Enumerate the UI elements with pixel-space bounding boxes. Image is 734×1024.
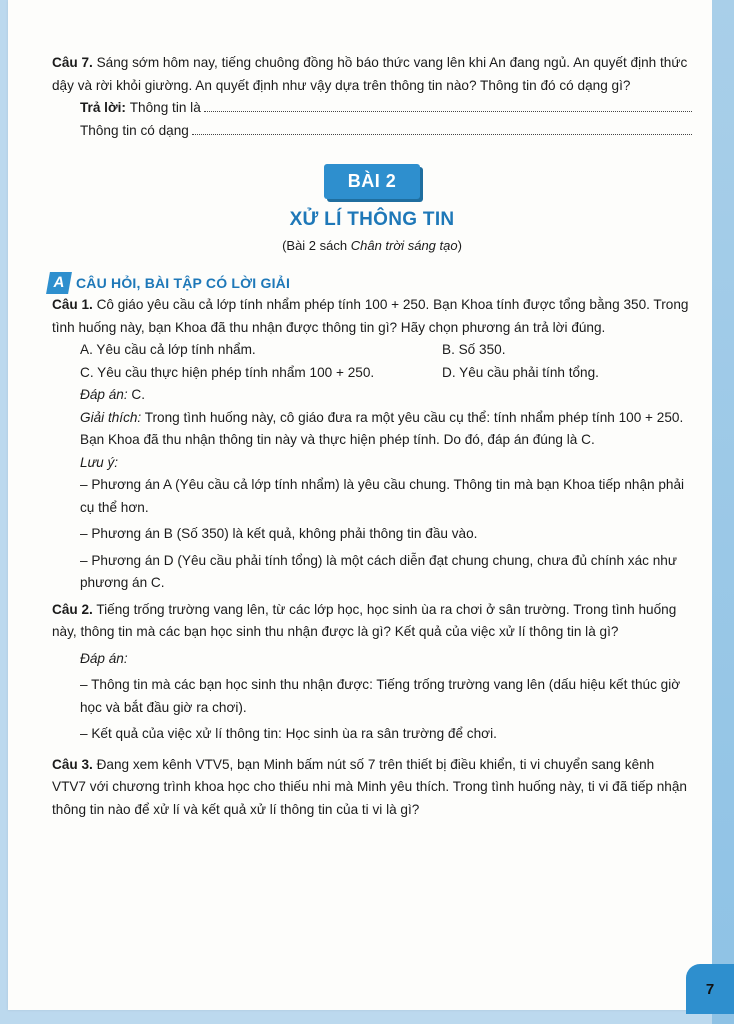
question-7 [52, 52, 692, 97]
question-7-number: Câu 7. [52, 55, 93, 70]
q1-explain-label: Giải thích: [80, 409, 142, 425]
page-content [52, 52, 692, 821]
q1-explanation [52, 407, 692, 452]
q1-note-label [52, 452, 692, 475]
q7-answer-dots-1[interactable] [204, 97, 692, 112]
question-2-number: Câu 2. [52, 601, 93, 617]
q1-explain-text: Trong tình huống này, cô giáo đưa ra một yêu cầu cụ thể: tính nhẩm phép tính 100 + 250. Bạn Khoa đã thu nhận thông tin này và thực hiện phép tính. Do đó, đáp án đúng là C. [80, 409, 684, 447]
page-number: 7 [686, 964, 734, 1014]
q1-note-2: – Phương án B (Số 350) là kết quả, không phải thông tin đầu vào. [80, 526, 478, 541]
q1-answer [52, 384, 692, 407]
lesson-title: XỬ LÍ THÔNG TIN [289, 208, 455, 230]
q2-point-2: – Kết quả của việc xử lí thông tin: Học sinh ùa ra sân trường để chơi. [80, 726, 497, 741]
lesson-header [52, 164, 692, 199]
q2-answer-label [52, 648, 692, 671]
q1-answer-value: C. [127, 387, 145, 402]
q1-note-label-text: Lưu ý: [80, 454, 119, 470]
question-3-number: Câu 3. [52, 756, 93, 772]
lesson-source-book: Chân trời sáng tạo [350, 238, 458, 253]
question-1-number: Câu 1. [52, 297, 93, 312]
q1-option-d: D. Yêu cầu phải tính tổng. [442, 364, 599, 380]
q1-note-1: – Phương án A (Yêu cầu cả lớp tính nhẩm) là yêu cầu chung. Thông tin mà bạn Khoa tiếp nhận phải cụ thể hơn. [80, 477, 685, 515]
q2-answer-label-text: Đáp án: [80, 650, 128, 666]
question-3 [52, 754, 692, 822]
q7-answer-label: Trả lời: [80, 100, 126, 115]
q1-note-3: – Phương án D (Yêu cầu phải tính tổng) là một cách diễn đạt chung chung, chưa đủ chính xác như phương án C. [80, 552, 677, 590]
lesson-badge: BÀI 2 [324, 164, 421, 199]
question-7-text: Sáng sớm hôm nay, tiếng chuông đồng hồ báo thức vang lên khi An đang ngủ. An quyết định thức dậy và rời khỏi giường. An quyết định như vậy dựa trên thông tin nào? Thông tin đó có dạng gì? [52, 55, 688, 93]
lesson-source-prefix: (Bài 2 sách [282, 238, 351, 253]
section-title: CÂU HỎI, BÀI TẬP CÓ LỜI GIẢI [76, 274, 291, 291]
section-letter: A [46, 272, 72, 294]
q7-answer-prefix-1: Thông tin là [129, 100, 201, 115]
question-1 [52, 294, 692, 339]
q1-answer-label: Đáp án: [80, 387, 128, 402]
q7-answer-line-2 [52, 120, 692, 143]
lesson-source [52, 235, 692, 258]
question-2 [52, 599, 692, 644]
q7-answer-line-1 [52, 97, 692, 120]
lesson-source-suffix: ) [457, 238, 462, 253]
q7-answer-dots-2[interactable] [192, 120, 692, 135]
q1-option-a: A. Yêu cầu cả lớp tính nhẩm. [80, 342, 256, 357]
page-edge-band [712, 0, 734, 1024]
q1-option-c: C. Yêu cầu thực hiện phép tính nhẩm 100 + 250. [80, 364, 375, 380]
q7-answer-prefix-2: Thông tin có dạng [80, 122, 189, 138]
q2-point-1: – Thông tin mà các bạn học sinh thu nhận được: Tiếng trống trường vang lên (dấu hiệu kết thúc giờ học và bắt đầu giờ ra chơi). [80, 677, 681, 715]
question-3-text: Đang xem kênh VTV5, bạn Minh bấm nút số 7 trên thiết bị điều khiển, ti vi chuyển sang kênh VTV7 với chương trình khoa học cho thiếu nhi mà Minh yêu thích. Trong tình huống này, ti vi đã tiếp nhận thông tin nào để xử lí và kết quả xử lí thông tin của ti vi là gì? [52, 756, 687, 817]
q1-options [52, 339, 692, 384]
question-1-text: Cô giáo yêu cầu cả lớp tính nhẩm phép tính 100 + 250. Bạn Khoa tính được tổng bằng 350. Trong tình huống này, bạn Khoa đã thu nhận được thông tin gì? Hãy chọn phương án trả lời đúng. [52, 297, 689, 335]
q1-option-b: B. Số 350. [442, 342, 506, 357]
question-2-text: Tiếng trống trường vang lên, từ các lớp học, học sinh ùa ra chơi ở sân trường. Trong tình huống này, thông tin mà các bạn học sinh thu nhận được là gì? Kết quả của việc xử lí thông tin là gì? [52, 601, 677, 639]
section-header [48, 272, 692, 295]
